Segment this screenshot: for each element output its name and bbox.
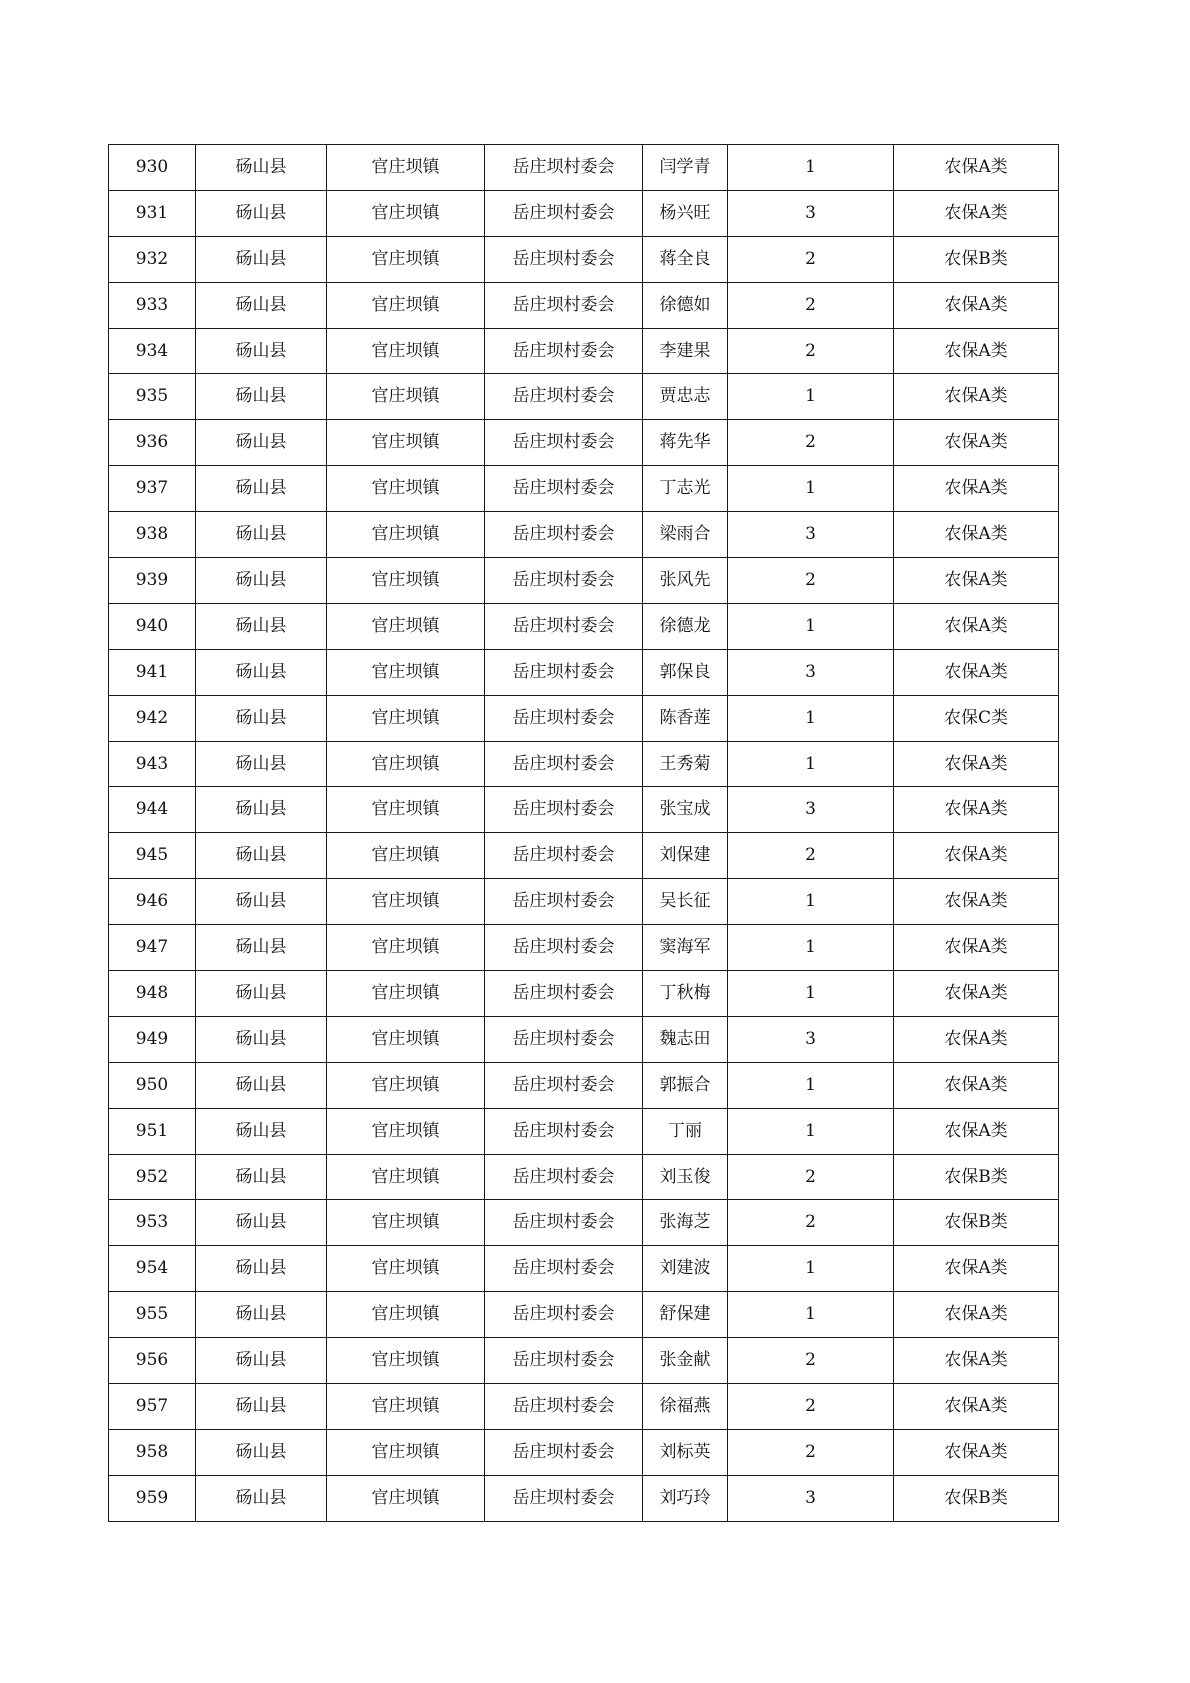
serial-number-cell: 932: [109, 236, 196, 282]
person-name-cell: 徐福燕: [643, 1384, 728, 1430]
serial-number-cell: 930: [109, 145, 196, 191]
table-row: [109, 145, 1059, 191]
county-cell: 砀山县: [196, 236, 327, 282]
county-cell: 砀山县: [196, 925, 327, 971]
county-cell: 砀山县: [196, 695, 327, 741]
table-row: [109, 1384, 1059, 1430]
county-cell: 砀山县: [196, 512, 327, 558]
town-cell: 官庄坝镇: [327, 1062, 485, 1108]
insurance-category-cell: 农保B类: [894, 1154, 1059, 1200]
table-row: [109, 512, 1059, 558]
town-cell: 官庄坝镇: [327, 558, 485, 604]
town-cell: 官庄坝镇: [327, 925, 485, 971]
table-row: [109, 925, 1059, 971]
serial-number-cell: 949: [109, 1016, 196, 1062]
table-row: [109, 1475, 1059, 1521]
town-cell: 官庄坝镇: [327, 374, 485, 420]
household-count-cell: 2: [728, 833, 894, 879]
town-cell: 官庄坝镇: [327, 1200, 485, 1246]
town-cell: 官庄坝镇: [327, 1108, 485, 1154]
serial-number-cell: 956: [109, 1338, 196, 1384]
table-row: [109, 466, 1059, 512]
county-cell: 砀山县: [196, 1108, 327, 1154]
person-name-cell: 刘建波: [643, 1246, 728, 1292]
county-cell: 砀山县: [196, 1338, 327, 1384]
table-row: [109, 787, 1059, 833]
person-name-cell: 徐德龙: [643, 603, 728, 649]
village-committee-cell: 岳庄坝村委会: [485, 1108, 643, 1154]
person-name-cell: 刘玉俊: [643, 1154, 728, 1200]
serial-number-cell: 950: [109, 1062, 196, 1108]
village-committee-cell: 岳庄坝村委会: [485, 971, 643, 1017]
village-committee-cell: 岳庄坝村委会: [485, 374, 643, 420]
table-row: [109, 374, 1059, 420]
county-cell: 砀山县: [196, 1475, 327, 1521]
household-count-cell: 1: [728, 1062, 894, 1108]
insurance-category-cell: 农保A类: [894, 833, 1059, 879]
village-committee-cell: 岳庄坝村委会: [485, 925, 643, 971]
person-name-cell: 窦海军: [643, 925, 728, 971]
county-cell: 砀山县: [196, 145, 327, 191]
village-committee-cell: 岳庄坝村委会: [485, 466, 643, 512]
village-committee-cell: 岳庄坝村委会: [485, 328, 643, 374]
town-cell: 官庄坝镇: [327, 282, 485, 328]
insurance-category-cell: 农保A类: [894, 971, 1059, 1017]
town-cell: 官庄坝镇: [327, 741, 485, 787]
insurance-category-cell: 农保C类: [894, 695, 1059, 741]
insurance-category-cell: 农保A类: [894, 1016, 1059, 1062]
village-committee-cell: 岳庄坝村委会: [485, 1246, 643, 1292]
village-committee-cell: 岳庄坝村委会: [485, 558, 643, 604]
table-row: [109, 420, 1059, 466]
household-count-cell: 2: [728, 1338, 894, 1384]
town-cell: 官庄坝镇: [327, 236, 485, 282]
person-name-cell: 张金献: [643, 1338, 728, 1384]
person-name-cell: 刘标英: [643, 1429, 728, 1475]
person-name-cell: 丁志光: [643, 466, 728, 512]
insurance-category-cell: 农保A类: [894, 420, 1059, 466]
village-committee-cell: 岳庄坝村委会: [485, 603, 643, 649]
person-name-cell: 蒋先华: [643, 420, 728, 466]
table-row: [109, 603, 1059, 649]
insurance-category-cell: 农保B类: [894, 236, 1059, 282]
county-cell: 砀山县: [196, 420, 327, 466]
county-cell: 砀山县: [196, 282, 327, 328]
person-name-cell: 梁雨合: [643, 512, 728, 558]
table-row: [109, 190, 1059, 236]
insurance-category-cell: 农保A类: [894, 374, 1059, 420]
town-cell: 官庄坝镇: [327, 328, 485, 374]
county-cell: 砀山县: [196, 741, 327, 787]
serial-number-cell: 948: [109, 971, 196, 1017]
town-cell: 官庄坝镇: [327, 971, 485, 1017]
household-count-cell: 2: [728, 1429, 894, 1475]
person-name-cell: 郭振合: [643, 1062, 728, 1108]
person-name-cell: 杨兴旺: [643, 190, 728, 236]
village-committee-cell: 岳庄坝村委会: [485, 879, 643, 925]
table-row: [109, 833, 1059, 879]
person-name-cell: 魏志田: [643, 1016, 728, 1062]
household-count-cell: 3: [728, 1475, 894, 1521]
household-count-cell: 2: [728, 420, 894, 466]
household-count-cell: 2: [728, 282, 894, 328]
county-cell: 砀山县: [196, 328, 327, 374]
serial-number-cell: 955: [109, 1292, 196, 1338]
serial-number-cell: 944: [109, 787, 196, 833]
person-name-cell: 张海芝: [643, 1200, 728, 1246]
serial-number-cell: 945: [109, 833, 196, 879]
person-name-cell: 陈香莲: [643, 695, 728, 741]
insurance-category-cell: 农保B类: [894, 1200, 1059, 1246]
insurance-category-cell: 农保A类: [894, 328, 1059, 374]
county-cell: 砀山县: [196, 603, 327, 649]
insurance-category-cell: 农保A类: [894, 282, 1059, 328]
person-name-cell: 张风先: [643, 558, 728, 604]
town-cell: 官庄坝镇: [327, 512, 485, 558]
table-row: [109, 558, 1059, 604]
household-count-cell: 3: [728, 787, 894, 833]
insurance-category-cell: 农保A类: [894, 145, 1059, 191]
serial-number-cell: 935: [109, 374, 196, 420]
county-cell: 砀山县: [196, 1429, 327, 1475]
county-cell: 砀山县: [196, 190, 327, 236]
serial-number-cell: 957: [109, 1384, 196, 1430]
roster-table: [108, 144, 1059, 1522]
household-count-cell: 1: [728, 879, 894, 925]
insurance-category-cell: 农保A类: [894, 787, 1059, 833]
table-row: [109, 1338, 1059, 1384]
village-committee-cell: 岳庄坝村委会: [485, 1016, 643, 1062]
person-name-cell: 刘保建: [643, 833, 728, 879]
county-cell: 砀山县: [196, 649, 327, 695]
table-row: [109, 971, 1059, 1017]
table-row: [109, 1154, 1059, 1200]
village-committee-cell: 岳庄坝村委会: [485, 695, 643, 741]
household-count-cell: 2: [728, 328, 894, 374]
roster-table-body: [109, 145, 1059, 1522]
village-committee-cell: 岳庄坝村委会: [485, 787, 643, 833]
person-name-cell: 吴长征: [643, 879, 728, 925]
person-name-cell: 闫学青: [643, 145, 728, 191]
county-cell: 砀山县: [196, 1062, 327, 1108]
person-name-cell: 张宝成: [643, 787, 728, 833]
town-cell: 官庄坝镇: [327, 1475, 485, 1521]
town-cell: 官庄坝镇: [327, 695, 485, 741]
serial-number-cell: 958: [109, 1429, 196, 1475]
household-count-cell: 3: [728, 190, 894, 236]
serial-number-cell: 954: [109, 1246, 196, 1292]
household-count-cell: 3: [728, 1016, 894, 1062]
insurance-category-cell: 农保A类: [894, 1338, 1059, 1384]
village-committee-cell: 岳庄坝村委会: [485, 1429, 643, 1475]
household-count-cell: 3: [728, 512, 894, 558]
household-count-cell: 1: [728, 1246, 894, 1292]
table-row: [109, 1062, 1059, 1108]
serial-number-cell: 934: [109, 328, 196, 374]
county-cell: 砀山县: [196, 833, 327, 879]
household-count-cell: 1: [728, 1108, 894, 1154]
county-cell: 砀山县: [196, 1384, 327, 1430]
serial-number-cell: 952: [109, 1154, 196, 1200]
insurance-category-cell: 农保A类: [894, 1429, 1059, 1475]
table-row: [109, 741, 1059, 787]
serial-number-cell: 947: [109, 925, 196, 971]
insurance-category-cell: 农保A类: [894, 1246, 1059, 1292]
table-row: [109, 1016, 1059, 1062]
person-name-cell: 郭保良: [643, 649, 728, 695]
household-count-cell: 1: [728, 1292, 894, 1338]
town-cell: 官庄坝镇: [327, 1154, 485, 1200]
insurance-category-cell: 农保B类: [894, 1475, 1059, 1521]
person-name-cell: 王秀菊: [643, 741, 728, 787]
serial-number-cell: 941: [109, 649, 196, 695]
household-count-cell: 1: [728, 925, 894, 971]
serial-number-cell: 939: [109, 558, 196, 604]
serial-number-cell: 943: [109, 741, 196, 787]
table-row: [109, 1292, 1059, 1338]
table-row: [109, 282, 1059, 328]
county-cell: 砀山县: [196, 1246, 327, 1292]
town-cell: 官庄坝镇: [327, 1016, 485, 1062]
village-committee-cell: 岳庄坝村委会: [485, 833, 643, 879]
household-count-cell: 2: [728, 558, 894, 604]
household-count-cell: 2: [728, 1200, 894, 1246]
town-cell: 官庄坝镇: [327, 649, 485, 695]
serial-number-cell: 936: [109, 420, 196, 466]
table-row: [109, 1429, 1059, 1475]
serial-number-cell: 953: [109, 1200, 196, 1246]
town-cell: 官庄坝镇: [327, 466, 485, 512]
town-cell: 官庄坝镇: [327, 879, 485, 925]
insurance-category-cell: 农保A类: [894, 649, 1059, 695]
town-cell: 官庄坝镇: [327, 787, 485, 833]
county-cell: 砀山县: [196, 1292, 327, 1338]
village-committee-cell: 岳庄坝村委会: [485, 236, 643, 282]
town-cell: 官庄坝镇: [327, 1384, 485, 1430]
table-row: [109, 695, 1059, 741]
county-cell: 砀山县: [196, 1016, 327, 1062]
serial-number-cell: 959: [109, 1475, 196, 1521]
serial-number-cell: 951: [109, 1108, 196, 1154]
town-cell: 官庄坝镇: [327, 190, 485, 236]
county-cell: 砀山县: [196, 558, 327, 604]
person-name-cell: 丁秋梅: [643, 971, 728, 1017]
insurance-category-cell: 农保A类: [894, 925, 1059, 971]
village-committee-cell: 岳庄坝村委会: [485, 420, 643, 466]
insurance-category-cell: 农保A类: [894, 512, 1059, 558]
village-committee-cell: 岳庄坝村委会: [485, 649, 643, 695]
insurance-category-cell: 农保A类: [894, 1062, 1059, 1108]
county-cell: 砀山县: [196, 879, 327, 925]
serial-number-cell: 942: [109, 695, 196, 741]
village-committee-cell: 岳庄坝村委会: [485, 190, 643, 236]
insurance-category-cell: 农保A类: [894, 558, 1059, 604]
household-count-cell: 1: [728, 741, 894, 787]
household-count-cell: 1: [728, 603, 894, 649]
town-cell: 官庄坝镇: [327, 1429, 485, 1475]
village-committee-cell: 岳庄坝村委会: [485, 1475, 643, 1521]
village-committee-cell: 岳庄坝村委会: [485, 1384, 643, 1430]
insurance-category-cell: 农保A类: [894, 1108, 1059, 1154]
town-cell: 官庄坝镇: [327, 420, 485, 466]
table-row: [109, 1246, 1059, 1292]
table-row: [109, 1108, 1059, 1154]
serial-number-cell: 946: [109, 879, 196, 925]
insurance-category-cell: 农保A类: [894, 1384, 1059, 1430]
village-committee-cell: 岳庄坝村委会: [485, 145, 643, 191]
town-cell: 官庄坝镇: [327, 1246, 485, 1292]
serial-number-cell: 937: [109, 466, 196, 512]
person-name-cell: 李建果: [643, 328, 728, 374]
county-cell: 砀山县: [196, 787, 327, 833]
town-cell: 官庄坝镇: [327, 603, 485, 649]
table-row: [109, 236, 1059, 282]
insurance-category-cell: 农保A类: [894, 190, 1059, 236]
serial-number-cell: 938: [109, 512, 196, 558]
town-cell: 官庄坝镇: [327, 833, 485, 879]
person-name-cell: 舒保建: [643, 1292, 728, 1338]
person-name-cell: 刘巧玲: [643, 1475, 728, 1521]
table-row: [109, 1200, 1059, 1246]
household-count-cell: 1: [728, 374, 894, 420]
village-committee-cell: 岳庄坝村委会: [485, 1292, 643, 1338]
county-cell: 砀山县: [196, 1154, 327, 1200]
county-cell: 砀山县: [196, 374, 327, 420]
insurance-category-cell: 农保A类: [894, 603, 1059, 649]
household-count-cell: 2: [728, 236, 894, 282]
town-cell: 官庄坝镇: [327, 145, 485, 191]
household-count-cell: 1: [728, 145, 894, 191]
insurance-category-cell: 农保A类: [894, 741, 1059, 787]
town-cell: 官庄坝镇: [327, 1338, 485, 1384]
village-committee-cell: 岳庄坝村委会: [485, 741, 643, 787]
insurance-category-cell: 农保A类: [894, 1292, 1059, 1338]
town-cell: 官庄坝镇: [327, 1292, 485, 1338]
county-cell: 砀山县: [196, 466, 327, 512]
insurance-category-cell: 农保A类: [894, 466, 1059, 512]
household-count-cell: 2: [728, 1384, 894, 1430]
serial-number-cell: 933: [109, 282, 196, 328]
insurance-category-cell: 农保A类: [894, 879, 1059, 925]
county-cell: 砀山县: [196, 1200, 327, 1246]
serial-number-cell: 931: [109, 190, 196, 236]
village-committee-cell: 岳庄坝村委会: [485, 1154, 643, 1200]
household-count-cell: 1: [728, 466, 894, 512]
person-name-cell: 丁丽: [643, 1108, 728, 1154]
village-committee-cell: 岳庄坝村委会: [485, 1200, 643, 1246]
serial-number-cell: 940: [109, 603, 196, 649]
person-name-cell: 徐德如: [643, 282, 728, 328]
village-committee-cell: 岳庄坝村委会: [485, 282, 643, 328]
table-row: [109, 328, 1059, 374]
village-committee-cell: 岳庄坝村委会: [485, 1338, 643, 1384]
household-count-cell: 1: [728, 971, 894, 1017]
village-committee-cell: 岳庄坝村委会: [485, 512, 643, 558]
person-name-cell: 蒋全良: [643, 236, 728, 282]
county-cell: 砀山县: [196, 971, 327, 1017]
household-count-cell: 2: [728, 1154, 894, 1200]
table-row: [109, 879, 1059, 925]
person-name-cell: 贾忠志: [643, 374, 728, 420]
village-committee-cell: 岳庄坝村委会: [485, 1062, 643, 1108]
household-count-cell: 1: [728, 695, 894, 741]
table-row: [109, 649, 1059, 695]
household-count-cell: 3: [728, 649, 894, 695]
